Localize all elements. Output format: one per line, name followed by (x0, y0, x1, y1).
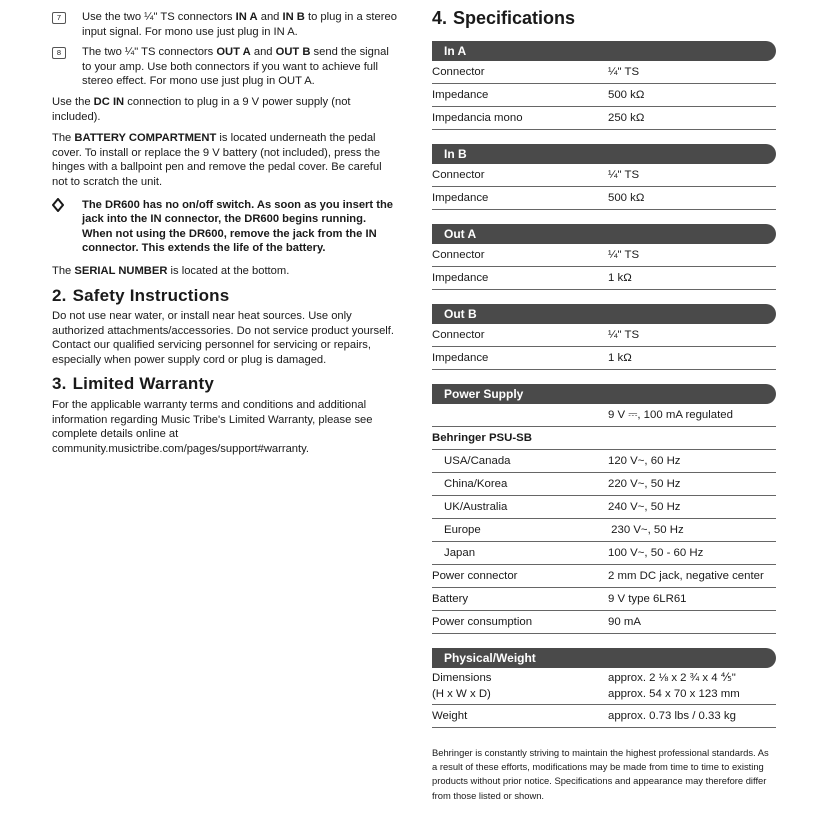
section-header-out-b: Out B (432, 304, 776, 324)
spec-row-dimensions: Dimensions (H x W x D) approx. 2 ⅛ x 2 ¾ x 4 ⅘" approx. 54 x 70 x 123 mm (432, 668, 776, 705)
spec-row: 9 V ⎓, 100 mA regulated (432, 404, 776, 427)
spec-row: Impedance 1 kΩ (432, 347, 776, 370)
safety-text: Do not use near water, or install near heat sources. Use only authorized attachments/accessories. Do not service product yourself. Contact our qualified servicing personnel for servicing or repairs, especially when power supply cord or plug is damaged. (52, 310, 395, 366)
spec-row: Battery 9 V type 6LR61 (432, 588, 776, 611)
spec-row: Connector ¼" TS (432, 164, 776, 187)
specifications-column (432, 8, 776, 803)
spec-row: Impedance 1 kΩ (432, 267, 776, 290)
safety-heading: 2. Safety Instructions (52, 285, 230, 305)
spec-row: Impedance 500 kΩ (432, 187, 776, 210)
spec-row: Europe 230 V~, 50 Hz (432, 519, 776, 542)
section-header-out-a: Out A (432, 224, 776, 244)
step-number-7: 7 (52, 12, 66, 24)
section-header-physical-weight: Physical/Weight (432, 648, 776, 668)
section-header-in-a: In A (432, 41, 776, 61)
left-column (52, 10, 397, 463)
spec-row: Power connector 2 mm DC jack, negative center (432, 565, 776, 588)
spec-row: UK/Australia 240 V~, 50 Hz (432, 496, 776, 519)
dc-in-paragraph: Use the DC IN connection to plug in a 9 V power supply (not included). (52, 95, 351, 123)
serial-paragraph: The SERIAL NUMBER is located at the bottom. (52, 264, 290, 277)
power-note: The DR600 has no on/off switch. As soon as you insert the jack into the IN connector, the DR600 begins running. When not using the DR600, remove the jack from the IN connector. This extends the life of the battery. (52, 198, 397, 256)
spec-row: Power consumption 90 mA (432, 611, 776, 634)
section-header-in-b: In B (432, 144, 776, 164)
warranty-heading: 3. Limited Warranty (52, 374, 215, 394)
spec-row: Connector ¼" TS (432, 244, 776, 267)
spec-row: China/Korea 220 V~, 50 Hz (432, 473, 776, 496)
spec-row: Japan 100 V~, 50 - 60 Hz (432, 542, 776, 565)
spec-row: Connector ¼" TS (432, 324, 776, 347)
spec-row: Behringer PSU-SB (432, 427, 776, 450)
spec-row: Impedance 500 kΩ (432, 84, 776, 107)
spec-row: USA/Canada 120 V~, 60 Hz (432, 450, 776, 473)
step-7: 7 Use the two ¼" TS connectors IN A and IN B to plug in a stereo input signal. For mono use just plug in IN A. (52, 10, 397, 39)
spec-row-weight: Weight approx. 0.73 lbs / 0.33 kg (432, 705, 776, 728)
spec-row: Connector ¼" TS (432, 61, 776, 84)
step-8: 8 The two ¼" TS connectors OUT A and OUT B send the signal to your amp. Use both connectors if you want to achieve full stereo effect. For mono use just plug in OUT A. (52, 45, 397, 89)
step-number-8: 8 (52, 47, 66, 59)
spec-row: Impedancia mono 250 kΩ (432, 107, 776, 130)
specifications-heading: 4. Specifications (432, 8, 576, 28)
battery-paragraph: The BATTERY COMPARTMENT is located underneath the pedal cover. To install or replace the 9 V battery (not included), press the hinges with a ballpoint pen and remove the pedal cover. Be careful not to scratch the unit. (52, 132, 382, 188)
section-header-power-supply: Power Supply (432, 384, 776, 404)
disclaimer: Behringer is constantly striving to maintain the highest professional standards. As a result of these efforts, modifications may be made from time to time to existing products without prior notice. Specifications and appearance may therefore differ from those listed or shown. (432, 747, 769, 801)
warranty-text: For the applicable warranty terms and conditions and additional information regarding Music Tribe's Limited Warranty, please see complete details online at community.musictribe.com/pages/support#warranty. (52, 399, 373, 455)
note-diamond-icon (52, 198, 64, 212)
